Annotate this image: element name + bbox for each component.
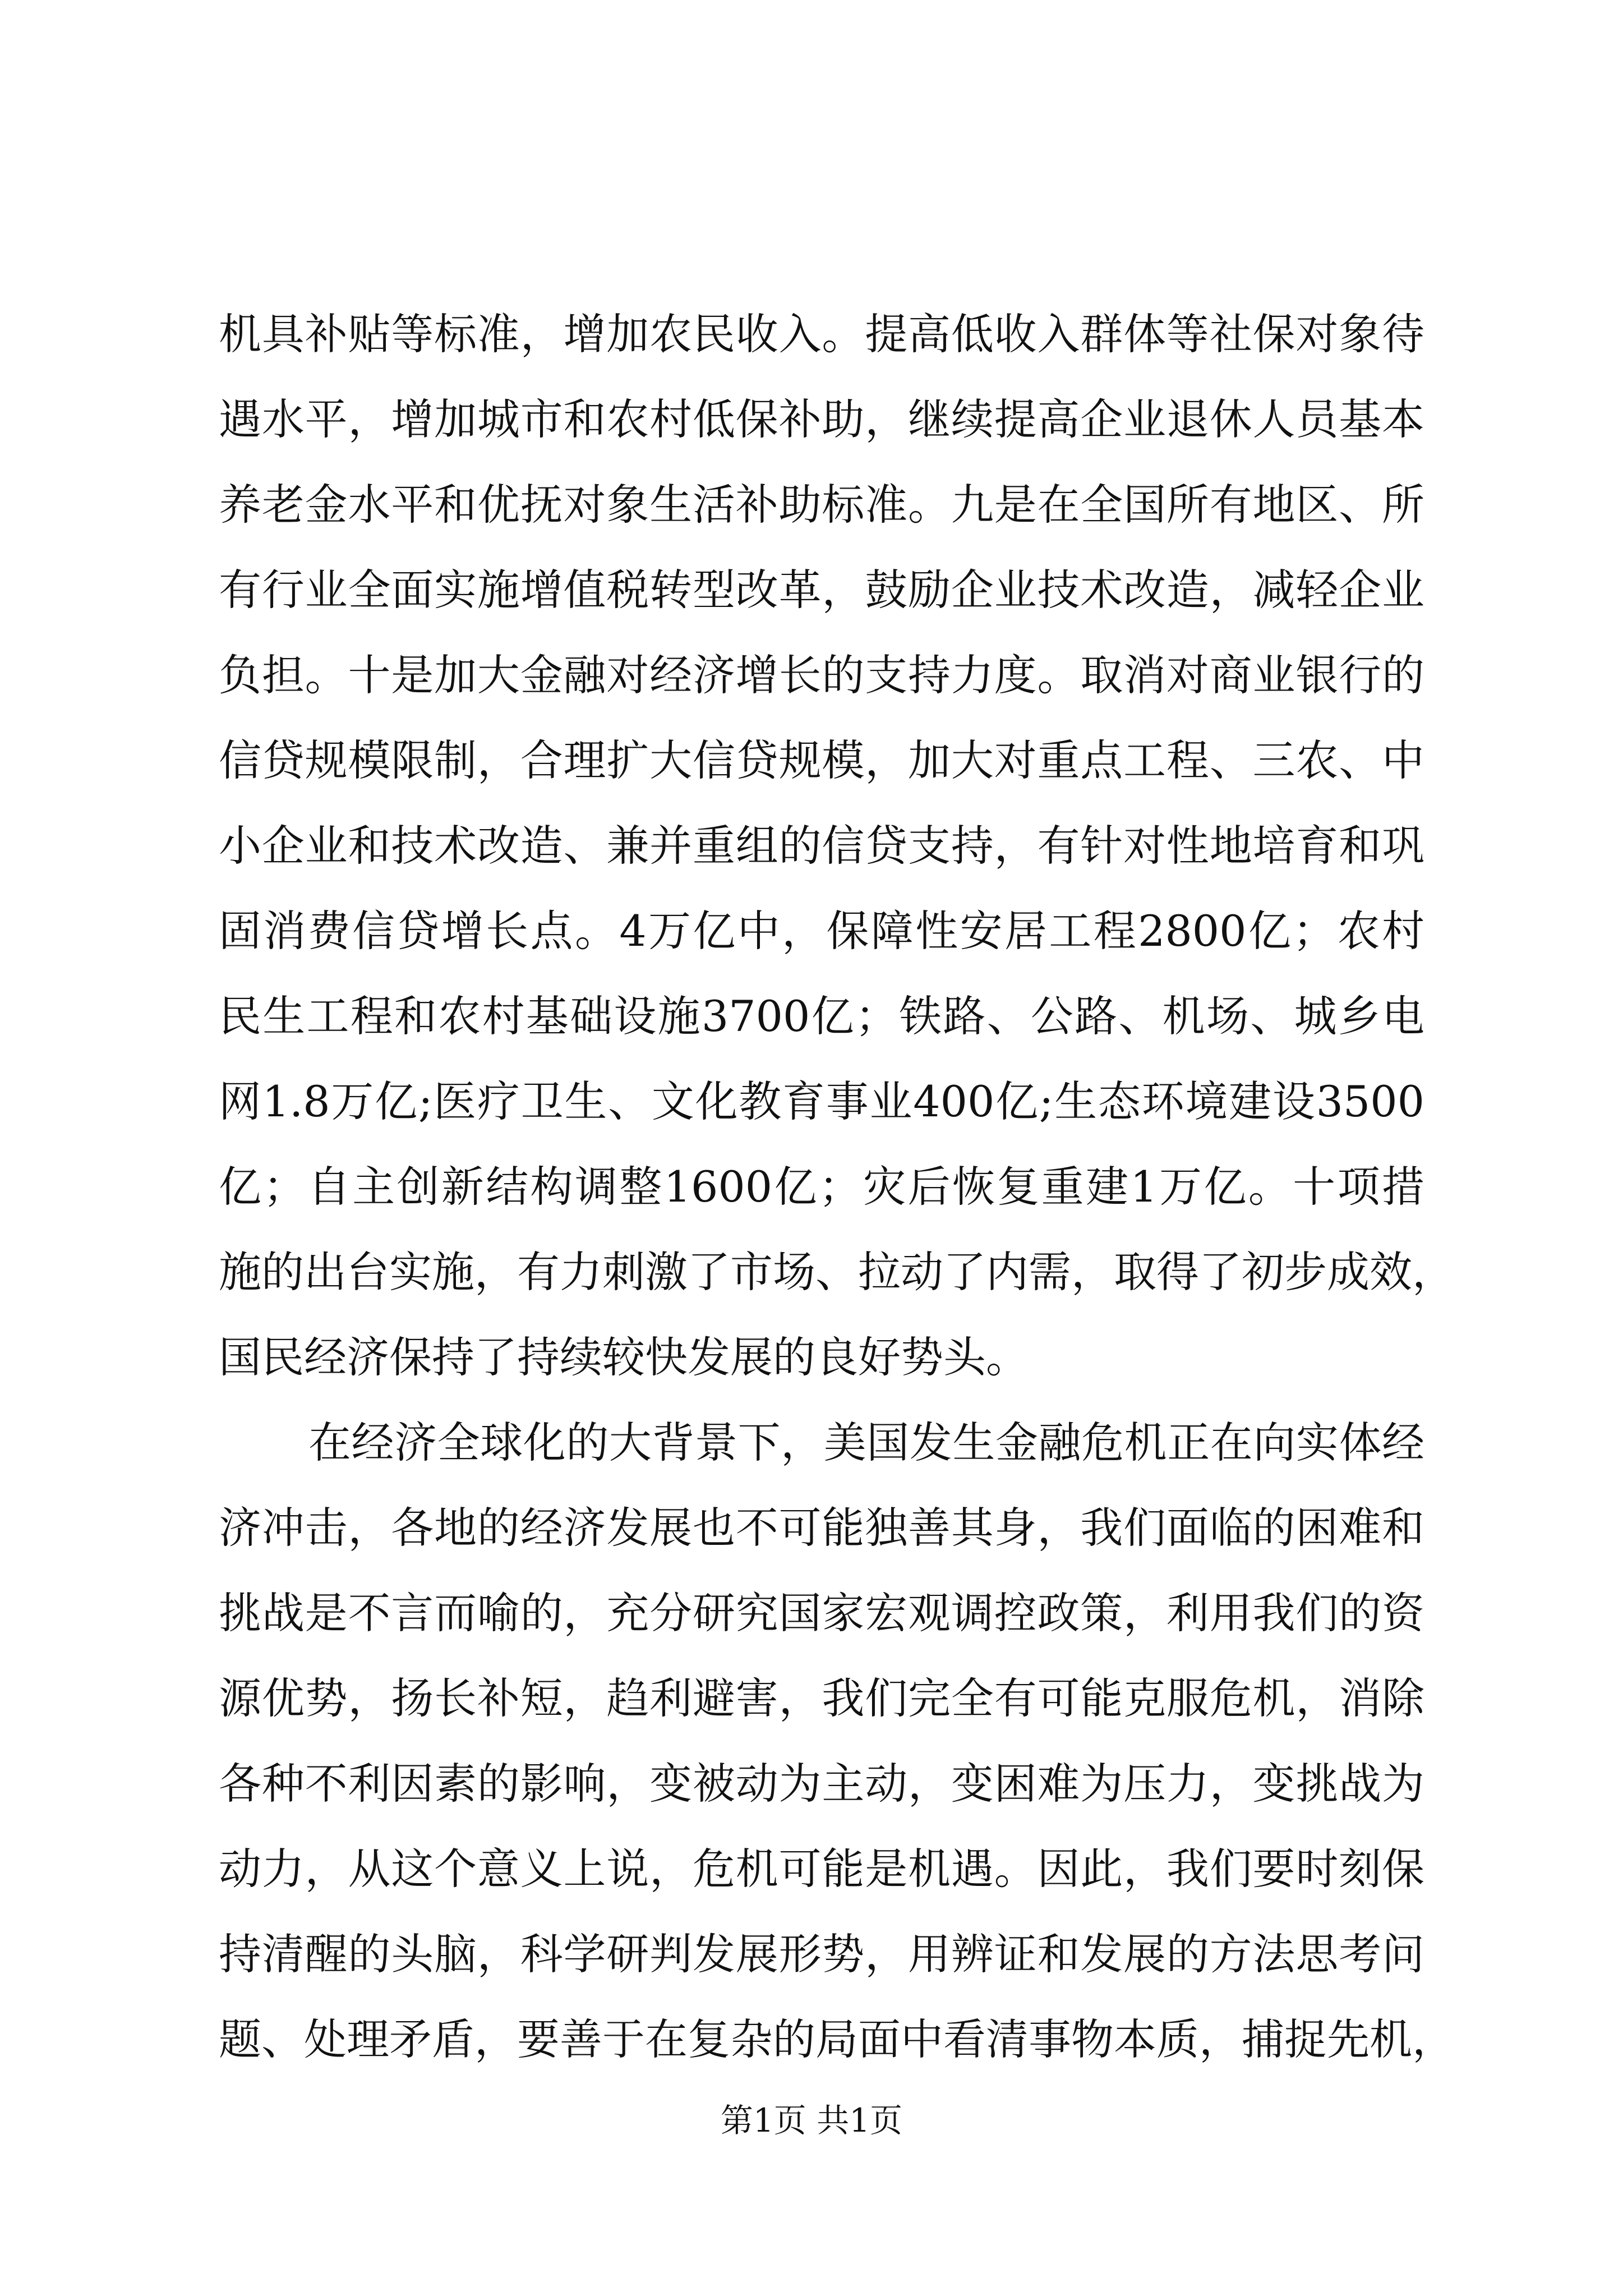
text-line: 信贷规模限制，合理扩大信贷规模，加大对重点工程、三农、中 (219, 735, 1424, 785)
text-line: 机具补贴等标准，增加农民收入。提高低收入群体等社保对象待 (219, 309, 1424, 359)
text-line: 小企业和技术改造、兼并重组的信贷支持，有针对性地培育和巩 (219, 821, 1424, 871)
text-line: 济冲击，各地的经济发展也不可能独善其身，我们面临的困难和 (219, 1503, 1424, 1553)
text-line: 各种不利因素的影响，变被动为主动，变困难为压力，变挑战为 (219, 1759, 1424, 1809)
text-line: 在经济全球化的大背景下，美国发生金融危机正在向实体经 (308, 1418, 1424, 1467)
text-line: 源优势，扬长补短，趋利避害，我们完全有可能克服危机，消除 (219, 1673, 1424, 1723)
document-body (219, 292, 1455, 2082)
text-line: 网1.8万亿;医疗卫生、文化教育事业400亿;生态环境建设3500 (219, 1076, 1424, 1126)
text-line: 亿；自主创新结构调整1600亿；灾后恢复重建1万亿。十项措 (219, 1162, 1424, 1212)
text-line: 养老金水平和优抚对象生活补助标准。九是在全国所有地区、所 (219, 480, 1424, 530)
text-line: 固消费信贷增长点。4万亿中，保障性安居工程2800亿；农村 (219, 906, 1424, 956)
text-line: 有行业全面实施增值税转型改革，鼓励企业技术改造，减轻企业 (219, 565, 1424, 615)
text-line: 民生工程和农村基础设施3700亿；铁路、公路、机场、城乡电 (219, 991, 1424, 1041)
text-line: 负担。十是加大金融对经济增长的支持力度。取消对商业银行的 (219, 650, 1424, 700)
text-line: 持清醒的头脑，科学研判发展形势，用辨证和发展的方法思考问 (219, 1929, 1424, 1979)
page-footer: 第1页 共1页 (720, 2101, 903, 2139)
text-line: 题、处理矛盾，要善于在复杂的局面中看清事物本质，捕捉先机， (219, 2014, 1455, 2064)
text-line: 遇水平，增加城市和农村低保补助，继续提高企业退休人员基本 (219, 394, 1424, 444)
text-line: 挑战是不言而喻的，充分研究国家宏观调控政策，利用我们的资 (219, 1588, 1424, 1638)
text-line: 动力，从这个意义上说，危机可能是机遇。因此，我们要时刻保 (219, 1844, 1424, 1894)
text-line: 国民经济保持了持续较快发展的良好势头。 (219, 1332, 1029, 1382)
text-line: 施的出台实施，有力刺激了市场、拉动了内需，取得了初步成效， (219, 1247, 1455, 1297)
